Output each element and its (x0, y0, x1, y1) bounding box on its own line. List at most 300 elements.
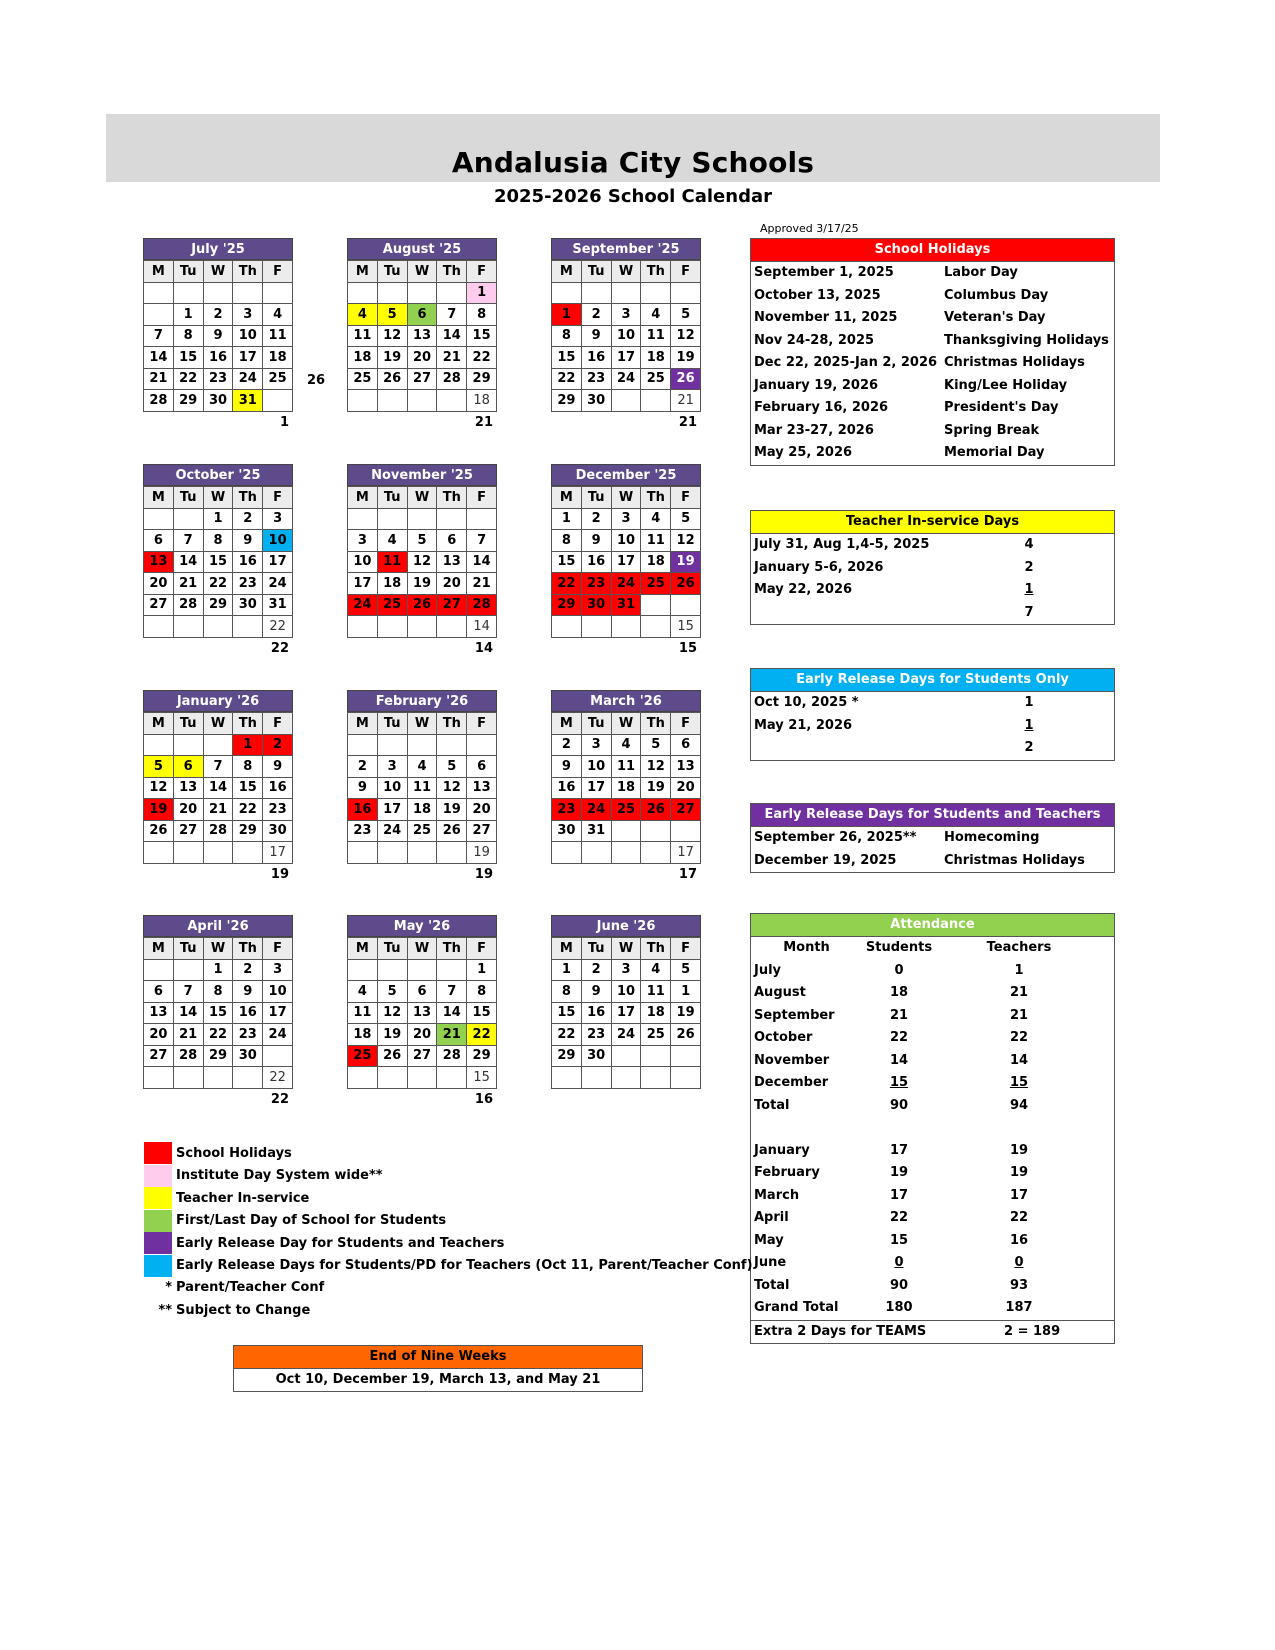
day-cell: 2 (233, 508, 263, 530)
day-cell: 14 (173, 1002, 203, 1024)
day-cell (611, 820, 641, 842)
day-cell (348, 508, 378, 530)
month-calendar (551, 238, 701, 434)
month-title: June '26 (551, 915, 701, 937)
day-cell (671, 594, 701, 616)
day-cell: 28 (437, 368, 467, 390)
day-cell: 7 (203, 756, 233, 778)
day-cell (173, 734, 203, 756)
day-cell: 11 (641, 325, 671, 347)
day-cell (263, 390, 293, 412)
attendance-students: 180 (885, 1300, 913, 1315)
school_holidays-date: November 11, 2025 (754, 310, 898, 325)
month-title: May '26 (347, 915, 497, 937)
inservice-row (751, 534, 1114, 557)
page-subtitle: 2025-2026 School Calendar (493, 186, 772, 207)
day-cell: 10 (611, 981, 641, 1003)
inservice-title: Teacher In-service Days (751, 511, 1114, 534)
month-calendar (551, 915, 701, 1089)
nine-weeks-box (233, 1345, 643, 1392)
school_holidays-row (751, 307, 1114, 330)
school-holidays-title: School Holidays (751, 239, 1114, 262)
day-cell: 24 (263, 1024, 293, 1046)
day-cell: 8 (467, 981, 497, 1003)
day-cell (611, 282, 641, 304)
legend-label: Early Release Days for Students/PD for Teachers (Oct 11, Parent/Teacher Conf) (176, 1258, 753, 1274)
day-cell: 7 (437, 981, 467, 1003)
inservice-count: 7 (1024, 604, 1034, 620)
month-grid (347, 260, 497, 412)
day-cell: 10 (581, 756, 611, 778)
day-cell (348, 1067, 378, 1089)
month-calendar (551, 464, 701, 660)
weekday-header: F (467, 938, 497, 960)
day-cell: 17 (611, 1002, 641, 1024)
weekday-header: Th (641, 261, 671, 283)
month-calendar (143, 690, 293, 886)
day-cell: 20 (671, 777, 701, 799)
school_holidays-row (751, 352, 1114, 375)
day-cell: 17 (377, 799, 407, 821)
day-cell: 20 (173, 799, 203, 821)
weekday-header: Tu (377, 487, 407, 509)
day-cell: 3 (581, 734, 611, 756)
day-cell: 5 (671, 304, 701, 326)
early-release-both-title: Early Release Days for Students and Teachers (751, 804, 1114, 827)
day-cell: 13 (467, 777, 497, 799)
month-grid (347, 712, 497, 864)
day-cell: 14 (467, 551, 497, 573)
approved-date: Approved 3/17/25 (760, 222, 859, 235)
day-cell: 1 (233, 734, 263, 756)
day-cell: 16 (348, 799, 378, 821)
day-cell: 4 (641, 508, 671, 530)
day-cell: 18 (263, 347, 293, 369)
legend-label: Early Release Day for Students and Teachers (176, 1235, 505, 1251)
day-cell: 17 (263, 551, 293, 573)
day-cell: 3 (263, 508, 293, 530)
attendance-row (751, 1275, 1114, 1298)
month-day-count: 15 (467, 1067, 497, 1089)
weekday-header: Th (437, 713, 467, 735)
day-cell: 7 (437, 304, 467, 326)
early_students-count: 1 (1024, 717, 1034, 733)
day-cell: 30 (552, 820, 582, 842)
day-cell: 10 (348, 551, 378, 573)
weekday-header: F (671, 487, 701, 509)
day-cell: 17 (611, 347, 641, 369)
day-cell: 24 (611, 1024, 641, 1046)
day-cell: 24 (581, 799, 611, 821)
day-cell: 8 (552, 325, 582, 347)
weekday-header: M (144, 713, 174, 735)
inservice-row (751, 579, 1114, 602)
early_students-count: 1 (1024, 695, 1034, 710)
attendance-row (751, 1050, 1114, 1073)
legend-swatch (144, 1165, 172, 1187)
attendance-month (751, 1117, 859, 1140)
day-cell: 2 (203, 304, 233, 326)
day-cell (377, 616, 407, 638)
day-cell (233, 1067, 263, 1089)
day-cell: 3 (377, 756, 407, 778)
day-cell: 2 (348, 756, 378, 778)
attendance-teachers: 19 (1009, 1165, 1029, 1180)
day-cell: 31 (611, 594, 641, 616)
day-cell: 27 (437, 594, 467, 616)
day-cell: 6 (407, 304, 437, 326)
month-total: 22 (270, 1091, 289, 1107)
day-cell: 14 (173, 551, 203, 573)
day-cell: 6 (671, 734, 701, 756)
weekday-header: W (407, 261, 437, 283)
day-cell: 30 (203, 390, 233, 412)
day-cell: 6 (144, 530, 174, 552)
day-cell: 20 (407, 347, 437, 369)
month-calendar (143, 464, 293, 660)
attendance-students: 15 (889, 1232, 909, 1248)
day-cell (641, 842, 671, 864)
day-cell (377, 282, 407, 304)
day-cell: 7 (173, 530, 203, 552)
school_holidays-date: September 1, 2025 (754, 265, 894, 280)
day-cell (467, 734, 497, 756)
day-cell: 10 (263, 981, 293, 1003)
day-cell: 15 (203, 1002, 233, 1024)
day-cell: 30 (581, 594, 611, 616)
month-total: 14 (474, 640, 493, 656)
school_holidays-desc: King/Lee Holiday (944, 377, 1068, 393)
day-cell: 1 (552, 959, 582, 981)
day-cell: 3 (611, 508, 641, 530)
school_holidays-row (751, 285, 1114, 308)
weekday-header: Th (437, 487, 467, 509)
month-calendar (347, 690, 497, 886)
day-cell (144, 304, 174, 326)
day-cell (641, 616, 671, 638)
day-cell: 8 (203, 530, 233, 552)
attendance-students: 0 (894, 962, 904, 978)
weekday-header: W (407, 713, 437, 735)
weekday-header: F (263, 261, 293, 283)
legend-swatch (144, 1142, 172, 1164)
day-cell: 21 (173, 573, 203, 595)
day-cell: 28 (144, 390, 174, 412)
day-cell: 12 (671, 325, 701, 347)
weekday-header: Tu (377, 713, 407, 735)
day-cell: 27 (407, 368, 437, 390)
day-cell (348, 282, 378, 304)
attendance-title: Attendance (751, 914, 1114, 937)
day-cell (671, 1045, 701, 1067)
early-release-both-box (750, 803, 1115, 873)
day-cell (671, 820, 701, 842)
day-cell (377, 959, 407, 981)
month-day-count: 14 (467, 616, 497, 638)
day-cell: 16 (581, 347, 611, 369)
day-cell (581, 842, 611, 864)
legend-note-text: Parent/Teacher Conf (176, 1280, 325, 1295)
day-cell: 17 (581, 777, 611, 799)
legend-note-mark: ** (158, 1302, 172, 1318)
weekday-header: Tu (581, 487, 611, 509)
day-cell: 23 (233, 573, 263, 595)
day-cell: 18 (377, 573, 407, 595)
day-cell: 24 (377, 820, 407, 842)
month-title: February '26 (347, 690, 497, 712)
day-cell: 14 (203, 777, 233, 799)
day-cell (611, 842, 641, 864)
day-cell (263, 1045, 293, 1067)
day-cell: 5 (671, 959, 701, 981)
day-cell (437, 616, 467, 638)
day-cell: 27 (671, 799, 701, 821)
month-day-count: 22 (263, 1067, 293, 1089)
day-cell: 30 (581, 390, 611, 412)
day-cell: 3 (348, 530, 378, 552)
attendance-header-teachers: Teachers (986, 940, 1052, 955)
early_students-row (751, 692, 1114, 715)
day-cell: 8 (467, 304, 497, 326)
day-cell: 6 (467, 756, 497, 778)
attendance-box (750, 913, 1115, 1344)
weekday-header: Th (641, 713, 671, 735)
august-side-note: 26 (307, 373, 326, 388)
day-cell: 26 (377, 368, 407, 390)
day-cell (437, 390, 467, 412)
day-cell (671, 282, 701, 304)
legend-label: Institute Day System wide** (176, 1168, 383, 1184)
weekday-header: F (467, 713, 497, 735)
month-total: 21 (678, 414, 697, 430)
day-cell: 21 (437, 347, 467, 369)
day-cell: 13 (407, 1002, 437, 1024)
school_holidays-date: Nov 24-28, 2025 (754, 332, 875, 348)
day-cell: 9 (348, 777, 378, 799)
day-cell: 18 (407, 799, 437, 821)
day-cell: 16 (581, 551, 611, 573)
day-cell: 1 (467, 959, 497, 981)
month-total: 1 (279, 414, 289, 430)
day-cell: 3 (233, 304, 263, 326)
inservice-row (751, 602, 1114, 625)
day-cell: 16 (233, 551, 263, 573)
month-grid (143, 260, 293, 412)
day-cell: 9 (581, 530, 611, 552)
month-calendar (143, 238, 293, 434)
day-cell (467, 508, 497, 530)
day-cell: 29 (173, 390, 203, 412)
day-cell: 9 (581, 981, 611, 1003)
day-cell (144, 959, 174, 981)
month-calendar (347, 464, 497, 660)
day-cell: 22 (467, 347, 497, 369)
day-cell: 3 (263, 959, 293, 981)
month-total: 15 (678, 640, 697, 656)
school_holidays-row (751, 330, 1114, 353)
attendance-month: October (754, 1030, 813, 1045)
day-cell: 21 (173, 1024, 203, 1046)
month-total: 16 (474, 1091, 493, 1107)
early_students-row (751, 715, 1114, 738)
day-cell: 17 (348, 573, 378, 595)
day-cell: 24 (611, 368, 641, 390)
weekday-header: F (263, 487, 293, 509)
weekday-header: M (552, 938, 582, 960)
early_both-date: September 26, 2025** (754, 830, 917, 845)
day-cell: 25 (641, 368, 671, 390)
attendance-month: December (754, 1075, 829, 1090)
attendance-row (751, 1140, 1114, 1163)
inservice-date: July 31, Aug 1,4-5, 2025 (754, 537, 930, 552)
day-cell: 2 (263, 734, 293, 756)
day-cell (437, 959, 467, 981)
early-release-students-box (750, 668, 1115, 761)
school-holidays-box (750, 238, 1115, 466)
weekday-header: Tu (377, 938, 407, 960)
day-cell (348, 959, 378, 981)
day-cell: 12 (437, 777, 467, 799)
day-cell (203, 616, 233, 638)
day-cell: 18 (641, 1002, 671, 1024)
day-cell (348, 390, 378, 412)
attendance-row (751, 1117, 1114, 1140)
month-day-count: 15 (671, 616, 701, 638)
attendance-teachers: 21 (1009, 985, 1029, 1000)
day-cell (611, 1067, 641, 1089)
day-cell: 21 (144, 368, 174, 390)
day-cell: 22 (203, 1024, 233, 1046)
day-cell: 18 (348, 347, 378, 369)
month-grid (551, 712, 701, 864)
day-cell: 29 (203, 1045, 233, 1067)
attendance-teachers: 17 (1009, 1187, 1029, 1203)
day-cell: 20 (407, 1024, 437, 1046)
weekday-header: W (203, 487, 233, 509)
school_holidays-row (751, 375, 1114, 398)
attendance-teachers: 19 (1009, 1142, 1029, 1158)
day-cell: 8 (173, 325, 203, 347)
day-cell: 4 (641, 304, 671, 326)
legend-swatch (144, 1232, 172, 1254)
day-cell: 27 (144, 1045, 174, 1067)
day-cell: 16 (233, 1002, 263, 1024)
attendance-header-row (751, 937, 1114, 960)
day-cell: 23 (348, 820, 378, 842)
month-title: August '25 (347, 238, 497, 260)
day-cell: 13 (173, 777, 203, 799)
day-cell (173, 282, 203, 304)
early_students-date: May 21, 2026 (754, 717, 853, 733)
month-title: October '25 (143, 464, 293, 486)
attendance-students: 22 (889, 1030, 909, 1045)
day-cell: 27 (144, 594, 174, 616)
weekday-header: Th (641, 938, 671, 960)
weekday-header: Th (437, 938, 467, 960)
day-cell: 5 (144, 756, 174, 778)
day-cell: 4 (377, 530, 407, 552)
nine-weeks-dates: Oct 10, December 19, March 13, and May 21 (275, 1372, 601, 1387)
day-cell: 19 (377, 347, 407, 369)
weekday-header: W (611, 261, 641, 283)
day-cell: 9 (203, 325, 233, 347)
day-cell (641, 1067, 671, 1089)
school_holidays-row (751, 397, 1114, 420)
day-cell (233, 842, 263, 864)
day-cell: 15 (467, 1002, 497, 1024)
day-cell: 11 (348, 1002, 378, 1024)
day-cell: 10 (233, 325, 263, 347)
day-cell (203, 842, 233, 864)
day-cell: 12 (377, 325, 407, 347)
day-cell: 15 (552, 551, 582, 573)
day-cell (552, 842, 582, 864)
attendance-row (751, 960, 1114, 983)
day-cell: 5 (377, 981, 407, 1003)
school_holidays-desc: Christmas Holidays (944, 355, 1085, 370)
weekday-header: M (552, 713, 582, 735)
weekday-header: F (263, 938, 293, 960)
day-cell: 18 (641, 551, 671, 573)
weekday-header: Tu (173, 261, 203, 283)
month-day-count: 19 (467, 842, 497, 864)
day-cell: 31 (263, 594, 293, 616)
month-grid (143, 486, 293, 638)
school_holidays-desc: Labor Day (944, 265, 1018, 280)
weekday-header: W (203, 938, 233, 960)
weekday-header: Th (437, 261, 467, 283)
day-cell: 2 (552, 734, 582, 756)
attendance-teachers: 0 (1014, 1255, 1024, 1270)
day-cell (348, 842, 378, 864)
day-cell: 15 (233, 777, 263, 799)
school_holidays-desc: President's Day (944, 400, 1059, 415)
early_both-date: December 19, 2025 (754, 852, 897, 868)
day-cell: 25 (407, 820, 437, 842)
day-cell: 7 (467, 530, 497, 552)
day-cell: 29 (467, 368, 497, 390)
day-cell (144, 842, 174, 864)
day-cell (437, 842, 467, 864)
day-cell: 1 (467, 282, 497, 304)
legend-item (144, 1142, 753, 1165)
legend-label: Teacher In-service (176, 1190, 310, 1206)
day-cell: 27 (467, 820, 497, 842)
page-title: Andalusia City Schools (451, 146, 815, 179)
day-cell: 12 (641, 756, 671, 778)
weekday-header: M (348, 261, 378, 283)
month-grid (143, 712, 293, 864)
day-cell: 20 (437, 573, 467, 595)
month-grid (551, 260, 701, 412)
weekday-header: Tu (581, 938, 611, 960)
day-cell: 22 (552, 368, 582, 390)
school_holidays-date: October 13, 2025 (754, 287, 881, 303)
weekday-header: W (611, 713, 641, 735)
day-cell: 29 (552, 1045, 582, 1067)
day-cell (377, 734, 407, 756)
attendance-students: 90 (889, 1277, 909, 1293)
day-cell: 20 (144, 1024, 174, 1046)
day-cell: 22 (552, 1024, 582, 1046)
attendance-students: 19 (889, 1165, 909, 1180)
day-cell: 23 (581, 368, 611, 390)
day-cell: 19 (671, 1002, 701, 1024)
inservice-count: 2 (1024, 559, 1034, 575)
day-cell (377, 390, 407, 412)
day-cell: 14 (437, 325, 467, 347)
weekday-header: Th (233, 713, 263, 735)
